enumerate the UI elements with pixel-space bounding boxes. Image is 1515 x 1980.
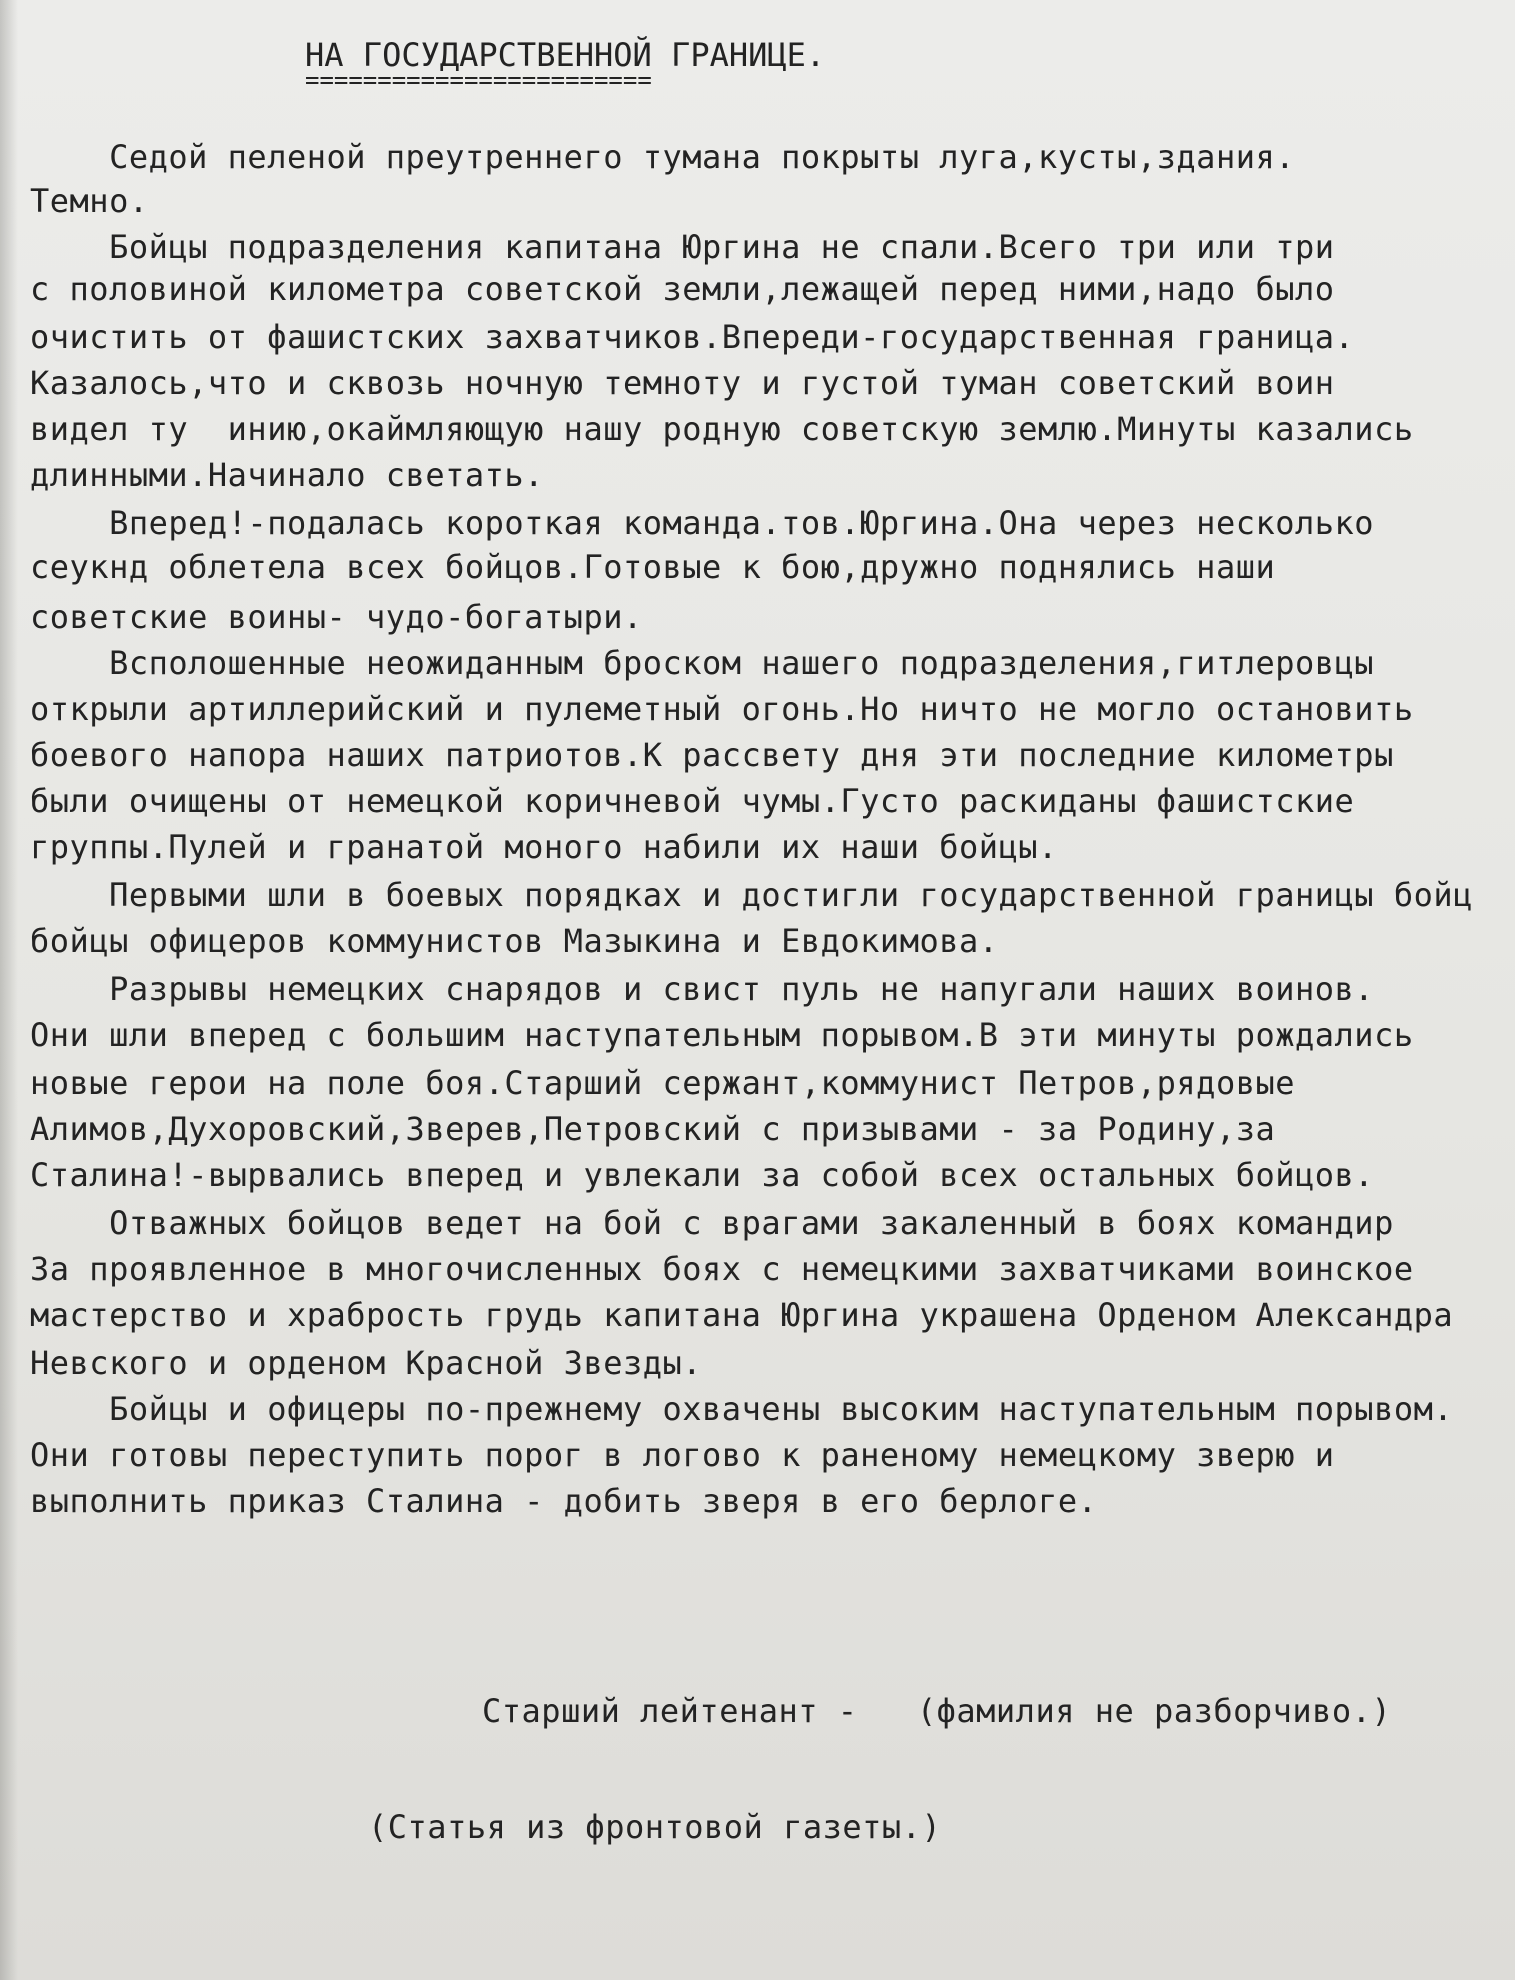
title-underline: ======================== — [305, 66, 652, 94]
body-line-text: бойцы офицеров коммунистов Мазыкина и Евдокимова. — [30, 922, 999, 960]
body-line — [0, 318, 1515, 364]
body-line — [0, 876, 1515, 922]
body-line — [0, 1250, 1515, 1296]
body-line-text: сеукнд облетела всех бойцов.Готовые к бою,дружно поднялись наши — [30, 548, 1276, 586]
body-line-text: группы.Пулей и гранатой моного набили их наши бойцы. — [30, 828, 1058, 866]
body-line — [0, 1204, 1515, 1250]
body-line-text: очистить от фашистских захватчиков.Впереди-государственная граница. — [30, 318, 1355, 356]
body-line — [0, 456, 1515, 502]
body-line — [0, 782, 1515, 828]
body-line — [0, 1016, 1515, 1062]
body-line-text: видел ту инию,окаймляющую нашу родную советскую землю.Минуты казались — [30, 410, 1414, 448]
body-line-text: советские воины- чудо-богатыри. — [30, 598, 643, 636]
body-line-text: с половиной километра советской земли,лежащей перед ними,надо было — [30, 270, 1335, 308]
body-line-text: Седой пеленой преутреннего тумана покрыты луга,кусты,здания. — [30, 138, 1295, 176]
body-line — [0, 270, 1515, 316]
body-line-text: новые герои на поле боя.Старший сержант,коммунист Петров,рядовые — [30, 1064, 1295, 1102]
body-line — [0, 598, 1515, 644]
body-line — [0, 736, 1515, 782]
body-line-text: Вперед!-подалась короткая команда.тов.Юргина.Она через несколько — [30, 504, 1375, 542]
body-line-text: выполнить приказ Сталина - добить зверя в его берлоге. — [30, 1482, 1098, 1520]
body-line — [0, 548, 1515, 594]
body-line — [0, 1296, 1515, 1342]
body-line — [0, 364, 1515, 410]
body-line — [0, 138, 1515, 184]
body-line-text: За проявленное в многочисленных боях с немецкими захватчиками воинское — [30, 1250, 1414, 1288]
body-line — [0, 182, 1515, 228]
body-line-text: Бойцы подразделения капитана Юргина не спали.Всего три или три — [30, 228, 1335, 266]
body-line-text: Алимов,Духоровский,Зверев,Петровский с призывами - за Родину,за — [30, 1110, 1276, 1148]
body-line — [0, 970, 1515, 1016]
body-line — [0, 828, 1515, 874]
body-line — [0, 1156, 1515, 1202]
body-line — [0, 922, 1515, 968]
body-line — [0, 1064, 1515, 1110]
body-line-text: Невского и орденом Красной Звезды. — [30, 1344, 703, 1382]
source-note: (Статья из фронтовой газеты.) — [368, 1808, 942, 1846]
body-line-text: Бойцы и офицеры по-прежнему охвачены высоким наступательным порывом. — [30, 1390, 1454, 1428]
body-line-text: Первыми шли в боевых порядках и достигли государственной границы бойц — [30, 876, 1473, 914]
body-line — [0, 410, 1515, 456]
body-line-text: были очищены от немецкой коричневой чумы.Густо раскиданы фашистские — [30, 782, 1355, 820]
body-line — [0, 1390, 1515, 1436]
body-line-text: Отважных бойцов ведет на бой с врагами закаленный в боях командир — [30, 1204, 1394, 1242]
body-line-text: Разрывы немецких снарядов и свист пуль не напугали наших воинов. — [30, 970, 1375, 1008]
body-line-text: Они шли вперед с большим наступательным порывом.В эти минуты рождались — [30, 1016, 1414, 1054]
body-line-text: Сталина!-вырвались вперед и увлекали за собой всех остальных бойцов. — [30, 1156, 1375, 1194]
body-line — [0, 228, 1515, 274]
body-line — [0, 1482, 1515, 1528]
body-line-text: Темно. — [30, 182, 149, 220]
body-line — [0, 690, 1515, 736]
body-line-text: открыли артиллерийский и пулеметный огонь.Но ничто не могло остановить — [30, 690, 1414, 728]
body-line — [0, 504, 1515, 550]
body-line-text: Казалось,что и сквозь ночную темноту и густой туман советский воин — [30, 364, 1335, 402]
body-line — [0, 1344, 1515, 1390]
document-title: НА ГОСУДАРСТВЕННОЙ ГРАНИЦЕ. — [305, 36, 826, 74]
body-line — [0, 644, 1515, 690]
body-line-text: длинными.Начинало светать. — [30, 456, 544, 494]
signature-line: Старший лейтенант - (фамилия не разборчиво.) — [482, 1692, 1392, 1730]
body-line-text: мастерство и храбрость грудь капитана Юргина украшена Орденом Александра — [30, 1296, 1454, 1334]
body-line — [0, 1110, 1515, 1156]
body-line — [0, 1436, 1515, 1482]
body-line-text: боевого напора наших патриотов.К рассвету дня эти последние километры — [30, 736, 1394, 774]
body-line-text: Всполошенные неожиданным броском нашего подразделения,гитлеровцы — [30, 644, 1375, 682]
body-line-text: Они готовы переступить порог в логово к раненому немецкому зверю и — [30, 1436, 1335, 1474]
